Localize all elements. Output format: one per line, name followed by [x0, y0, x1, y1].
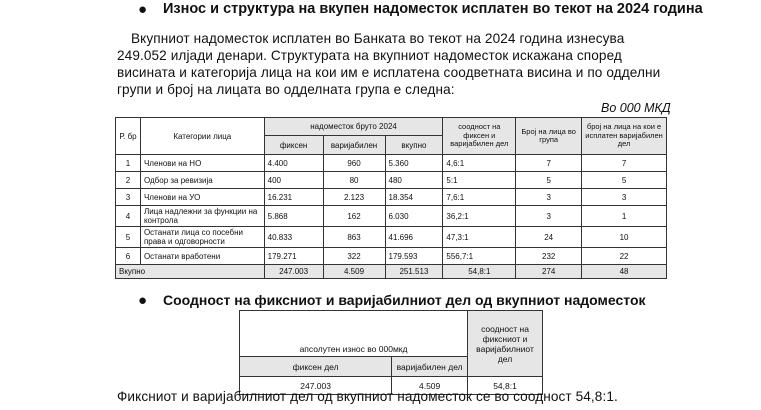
- cell-variable: 863: [323, 227, 385, 248]
- cell-ratio: 556,7:1: [443, 248, 516, 265]
- value-fixed: 247.003: [240, 377, 392, 395]
- cell-persons-paid: 1: [582, 206, 667, 227]
- header-fixed: фиксен: [264, 136, 323, 155]
- cell-variable: 2.123: [323, 189, 385, 206]
- cell-persons-paid: 22: [582, 248, 667, 265]
- value-variable: 4.509: [392, 377, 468, 395]
- bullet-icon: ●: [138, 1, 148, 18]
- cell-category: Членови на НО: [140, 155, 264, 172]
- cell-num: 3: [116, 189, 141, 206]
- cell-fixed: 4.400: [264, 155, 323, 172]
- cell-variable: 960: [323, 155, 385, 172]
- table-header-row: [116, 118, 667, 136]
- cell-fixed: 179.271: [264, 248, 323, 265]
- ratio-table: [239, 310, 543, 395]
- cell-category: Останати лица со посебни права и одговорности: [140, 227, 264, 248]
- total-ratio: 54,8:1: [443, 265, 516, 279]
- header-amount: апсолутен износ во 000мкд: [240, 311, 468, 357]
- paragraph-line: 249.052 илјади денари. Структурата на вкупниот надоместок искажана според: [117, 48, 622, 63]
- cell-persons-group: 3: [516, 189, 582, 206]
- cell-num: 5: [116, 227, 141, 248]
- cell-total: 480: [385, 172, 443, 189]
- unit-label: Во 000 МКД: [601, 101, 671, 115]
- paragraph-line: Вкупниот надоместок исплатен во Банката во текот на 2024 година изнесува: [131, 31, 625, 46]
- cell-fixed: 400: [264, 172, 323, 189]
- cell-category: Лица надлежни за функции на контрола: [140, 206, 264, 227]
- bullet-icon: ●: [138, 292, 148, 309]
- paragraph-line: висината и категорија лица на кои им е исплатена соодветната висина и по одделни: [117, 65, 661, 80]
- cell-persons-paid: 7: [582, 155, 667, 172]
- cell-fixed: 16.231: [264, 189, 323, 206]
- cell-persons-group: 3: [516, 206, 582, 227]
- section1-paragraph: [117, 30, 697, 98]
- header-variable: варијабилен: [323, 136, 385, 155]
- cell-total: 41.696: [385, 227, 443, 248]
- cell-variable: 162: [323, 206, 385, 227]
- table-total-row: [116, 265, 667, 279]
- table-row: [116, 248, 667, 265]
- table-row: [116, 189, 667, 206]
- cell-total: 18.354: [385, 189, 443, 206]
- section1-heading: Износ и структура на вкупен надоместок исплатен во текот на 2024 година: [163, 1, 703, 17]
- cell-num: 2: [116, 172, 141, 189]
- paragraph-line: групи и број на лицата во одделната група е следна:: [117, 82, 455, 97]
- header-category: Категории лица: [140, 118, 264, 155]
- cell-ratio: 47,3:1: [443, 227, 516, 248]
- table-row: [116, 206, 667, 227]
- cell-num: 4: [116, 206, 141, 227]
- cell-ratio: 5:1: [443, 172, 516, 189]
- total-fixed: 247.003: [264, 265, 323, 279]
- header-gross: надоместок бруто 2024: [264, 118, 443, 136]
- cell-category: Членови на УО: [140, 189, 264, 206]
- cell-total: 5.360: [385, 155, 443, 172]
- cell-ratio: 7,6:1: [443, 189, 516, 206]
- cell-category: Останати вработени: [140, 248, 264, 265]
- table-row: [116, 155, 667, 172]
- total-variable: 4.509: [323, 265, 385, 279]
- total-persons-paid: 48: [582, 265, 667, 279]
- footer-sentence: Фиксниот и варијабилниот дел од вкупниот надоместок се во соодност 54,8:1.: [117, 389, 618, 404]
- header-ratio: соодност на фиксниот и варијабилниот дел: [468, 311, 543, 377]
- total-persons-group: 274: [516, 265, 582, 279]
- header-total: вкупно: [385, 136, 443, 155]
- table-row: [116, 172, 667, 189]
- cell-fixed: 40.833: [264, 227, 323, 248]
- header-num: Р. бр: [116, 118, 141, 155]
- cell-persons-group: 232: [516, 248, 582, 265]
- cell-ratio: 36,2:1: [443, 206, 516, 227]
- value-ratio: 54,8:1: [468, 377, 543, 395]
- cell-variable: 322: [323, 248, 385, 265]
- header-variable-part: варијабилен дел: [392, 357, 468, 377]
- total-total: 251.513: [385, 265, 443, 279]
- cell-variable: 80: [323, 172, 385, 189]
- header-persons-paid: број на лица на кои е исплатен варијабилен дел: [582, 118, 667, 155]
- compensation-table: [115, 117, 667, 279]
- cell-persons-paid: 10: [582, 227, 667, 248]
- cell-persons-group: 7: [516, 155, 582, 172]
- cell-persons-group: 5: [516, 172, 582, 189]
- cell-fixed: 5.868: [264, 206, 323, 227]
- cell-ratio: 4,6:1: [443, 155, 516, 172]
- cell-num: 1: [116, 155, 141, 172]
- header-ratio: соодност на фиксен и варијабилен дел: [443, 118, 516, 155]
- cell-total: 6.030: [385, 206, 443, 227]
- cell-persons-paid: 5: [582, 172, 667, 189]
- table-row: [116, 227, 667, 248]
- total-label: Вкупно: [116, 265, 265, 279]
- cell-persons-group: 24: [516, 227, 582, 248]
- section2-heading: Соодност на фиксниот и варијабилниот дел од вкупниот надоместок: [163, 292, 646, 308]
- header-persons-group: Број на лица во група: [516, 118, 582, 155]
- cell-persons-paid: 3: [582, 189, 667, 206]
- cell-total: 179.593: [385, 248, 443, 265]
- ratio-header-row: [240, 311, 543, 357]
- cell-num: 6: [116, 248, 141, 265]
- cell-category: Одбор за ревизија: [140, 172, 264, 189]
- header-fixed-part: фиксен дел: [240, 357, 392, 377]
